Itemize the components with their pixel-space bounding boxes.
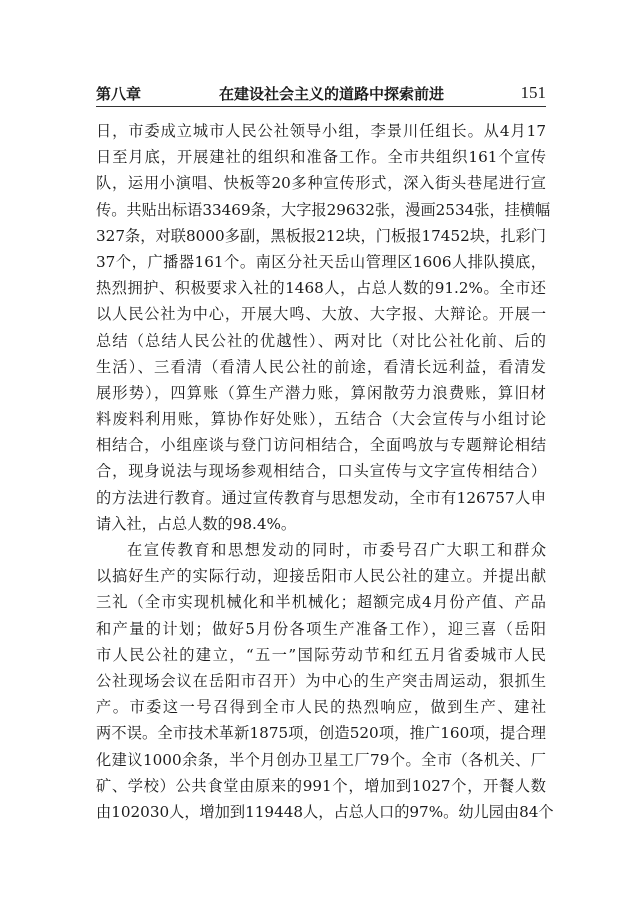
text-line: 矿、学校）公共食堂由原来的991个，增加到1027个，开餐人数 bbox=[96, 776, 546, 795]
text-line: 在宣传教育和思想发动的同时，市委号召广大职工和群众 bbox=[127, 541, 546, 559]
text-line: 合，现身说法与现场参观相结合，口头宣传与文字宣传相结合） bbox=[96, 462, 546, 481]
text-line: 相结合，小组座谈与登门访问相结合，全面鸣放与专题辩论相结 bbox=[96, 436, 546, 455]
text-line: 以人民公社为中心，开展大鸣、大放、大字报、大辩论。开展一 bbox=[96, 305, 546, 324]
text-line: 料废料利用账，算协作好处账），五结合（大会宣传与小组讨论 bbox=[96, 410, 546, 429]
text-line: 化建议1000余条，半个月创办卫星工厂79个。全市（各机关、厂 bbox=[96, 750, 546, 769]
text-line: 37个，广播器161个。南区分社天岳山管理区1606人排队摸底， bbox=[96, 252, 546, 271]
chapter-title: 在建设社会主义的道路中探索前进 bbox=[219, 85, 445, 103]
text-line: 传。共贴出标语33469条，大字报29632张，漫画2534张，挂横幅 bbox=[96, 200, 551, 219]
running-header bbox=[96, 80, 546, 106]
text-line: 展形势），四算账（算生产潜力账，算闲散劳力浪费账，算旧材 bbox=[96, 383, 546, 402]
text-line: 生活）、三看清（看清人民公社的前途，看清长远利益，看清发 bbox=[96, 357, 546, 376]
text-line: 队，运用小演唱、快板等20多种宣传形式，深入街头巷尾进行宣 bbox=[96, 174, 546, 193]
text-line: 和产量的计划；做好5月份各项生产准备工作），迎三喜（岳阳 bbox=[96, 619, 546, 638]
text-line: 热烈拥护、积极要求入社的1468人，占总人数的91.2%。全市还 bbox=[96, 279, 546, 298]
text-line: 日至月底，开展建社的组织和准备工作。全市共组织161个宣传 bbox=[96, 148, 546, 167]
chapter-label: 第八章 bbox=[96, 85, 142, 103]
text-line: 日，市委成立城市人民公社领导小组，李景川任组长。从4月17 bbox=[96, 122, 546, 140]
text-line: 产。市委这一号召得到全市人民的热烈响应，做到生产、建社 bbox=[96, 698, 546, 717]
text-line: 的方法进行教育。通过宣传教育与思想发动，全市有126757人申 bbox=[96, 488, 546, 507]
body-text bbox=[96, 118, 554, 825]
text-line: 两不误。全市技术革新1875项，创造520项，推广160项，提合理 bbox=[96, 724, 546, 743]
text-line: 市人民公社的建立，“五一”国际劳动节和红五月省委城市人民 bbox=[96, 645, 546, 664]
text-line: 总结（总结人民公社的优越性）、两对比（对比公社化前、后的 bbox=[96, 331, 546, 350]
page-number: 151 bbox=[520, 83, 546, 102]
text-line: 以搞好生产的实际行动，迎接岳阳市人民公社的建立。并提出献 bbox=[96, 567, 546, 586]
text-line: 327条，对联8000多副，黑板报212块，门板报17452块，扎彩门 bbox=[96, 226, 546, 245]
paragraph bbox=[96, 537, 554, 825]
text-line: 三礼（全市实现机械化和半机械化；超额完成4月份产值、产品 bbox=[96, 593, 546, 612]
text-line: 由102030人，增加到119448人，占总人口的97%。幼儿园由84个 bbox=[96, 802, 554, 821]
header-rule bbox=[96, 106, 546, 107]
text-line: 公社现场会议在岳阳市召开）为中心的生产突击周运动，狠抓生 bbox=[96, 671, 546, 690]
text-line: 请入社，占总人数的98.4%。 bbox=[96, 514, 297, 533]
paragraph bbox=[96, 118, 551, 537]
